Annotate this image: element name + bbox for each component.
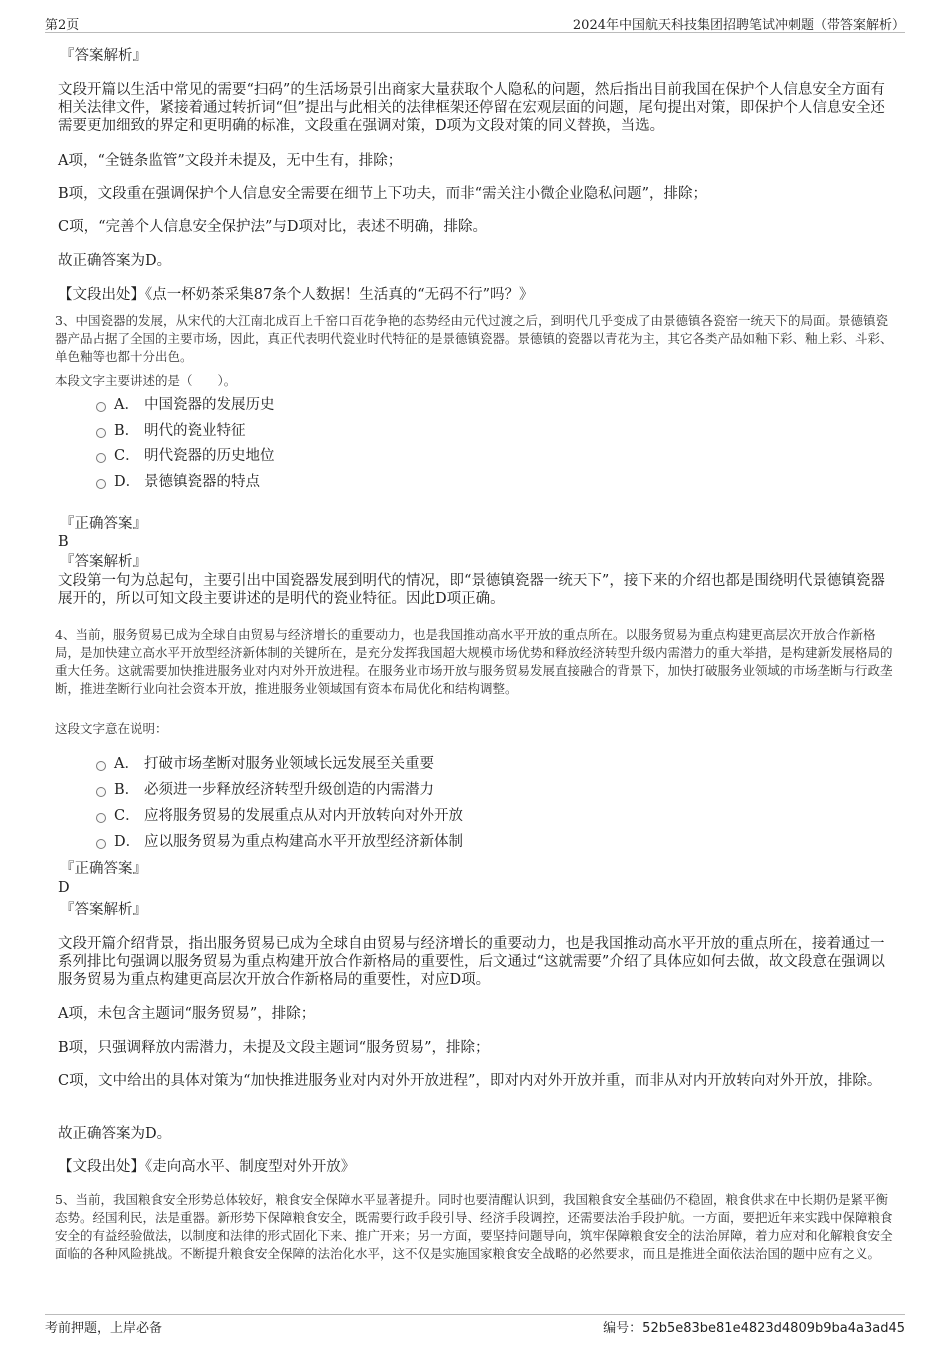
q2-explanation-paragraph: 文段开篇以生活中常见的需要“扫码”的生活场景引出商家大量获取个人隐私的问题，然后指出目前我国在保护个人信息安全方面有相关法律文件，紧接着通过转折词“但”提出与此相关的法律框架还停留在宏观层面的问题，尾句提出对策，即保护个人信息安全还需要更加细致的界定和更明确的标准，文段重在强调对策，D项为文段对策的同义替换，当选。 [58, 82, 885, 134]
radio-icon[interactable] [96, 787, 106, 797]
option-text: 打破市场垄断对服务业领域长远发展至关重要 [144, 756, 434, 772]
q4-explanation-paragraph: 文段开篇介绍背景，指出服务贸易已成为全球自由贸易与经济增长的重要动力，也是我国推动高水平开放的重点所在，接着通过一系列排比句强调以服务贸易为重点构建开放合作新格局的重要性，后文通过“这就需要”介绍了具体应如何去做，故文段意在强调以服务贸易为重点构建更高层次开放合作新格局的重要性，对应D项。 [58, 936, 885, 988]
q3-option-c[interactable] [96, 447, 275, 465]
q4-answer: D [58, 880, 70, 896]
q4-option-c[interactable] [96, 807, 463, 825]
option-letter: D． [114, 474, 141, 490]
radio-icon[interactable] [96, 479, 106, 489]
option-text: 景德镇瓷器的特点 [144, 474, 260, 490]
q4-explanation-option-a: A项，未包含主题词“服务贸易”，排除； [58, 1006, 316, 1022]
document-title: 2024年中国航天科技集团招聘笔试冲刺题（带答案解析） [572, 18, 905, 33]
q3-question: 本段文字主要讲述的是（ ）。 [55, 373, 237, 388]
q3-explanation: 文段第一句为总起句，主要引出中国瓷器发展到明代的情况，即“景德镇瓷器一统天下”，接下来的介绍也都是围绕明代景德镇瓷器展开的，所以可知文段主要讲述的是明代的瓷业特征。因此D项正确。 [58, 573, 885, 607]
q4-explanation-option-b: B项，只强调释放内需潜力，未提及文段主题词“服务贸易”，排除； [58, 1040, 490, 1056]
footer-slogan: 考前押题，上岸必备 [45, 1321, 163, 1336]
option-text: 中国瓷器的发展历史 [144, 397, 275, 413]
option-text: 应以服务贸易为重点构建高水平开放型经济新体制 [144, 834, 463, 850]
q4-stem: 4、当前，服务贸易已成为全球自由贸易与经济增长的重要动力，也是我国推动高水平开放的重点所在。以服务贸易为重点构建更高层次开放合作新格局，是加快建立高水平开放型经济新体制的关键所在，是充分发挥我国超大规模市场优势和释放经济转型升级内需潜力的重大举措，是构建新发展格局的重大任务。这就需要加快推进服务业对内对外开放进程。在服务业市场开放与服务贸易发展直接融合的背景下，加快打破服务业领域的市场垄断与行政垄断，推进垄断行业向社会资本开放，推进服务业领域国有资本布局优化和结构调整。 [55, 627, 893, 696]
q4-explanation-option-c: C项，文中给出的具体对策为“加快推进服务业对内对外开放进程”，即对内对外开放并重，而非从对内开放转向对外开放，排除。 [58, 1073, 882, 1089]
q4-answer-label: 『正确答案』 [60, 861, 147, 877]
radio-icon[interactable] [96, 402, 106, 412]
q4-question: 这段文字意在说明： [55, 721, 168, 736]
radio-icon[interactable] [96, 453, 106, 463]
q4-final-answer: 故正确答案为D。 [58, 1126, 172, 1142]
q2-explanation-label: 『答案解析』 [60, 48, 147, 64]
q2-explanation-option-c: C项，“完善个人信息安全保护法”与D项对比，表述不明确，排除。 [58, 219, 488, 235]
q3-option-b[interactable] [96, 422, 246, 440]
radio-icon[interactable] [96, 761, 106, 771]
radio-icon[interactable] [96, 839, 106, 849]
option-text: 明代的瓷业特征 [144, 423, 246, 439]
q2-final-answer: 故正确答案为D。 [58, 253, 172, 269]
q4-option-d[interactable] [96, 833, 463, 851]
q5-stem: 5、当前，我国粮食安全形势总体较好，粮食安全保障水平显著提升。同时也要清醒认识到，我国粮食安全基础仍不稳固，粮食供求在中长期仍是紧平衡态势。经国利民，法是重器。新形势下保障粮食安全，既需要行政手段引导、经济手段调控，还需要法治手段护航。一方面，要把近年来实践中保障粮食安全的有益经验做法，以制度和法律的形式固化下来、推广开来；另一方面，要坚持问题导向，筑牢保障粮食安全的法治屏障，着力应对和化解粮食安全面临的各种风险挑战。不断提升粮食安全保障的法治化水平，这不仅是实施国家粮食安全战略的必然要求，而且是推进全面依法治国的题中应有之义。 [55, 1192, 893, 1261]
page-footer [45, 1314, 905, 1334]
q3-option-a[interactable] [96, 396, 275, 414]
q3-answer-label: 『正确答案』 [60, 516, 147, 532]
page-number: 第2页 [45, 18, 80, 33]
option-letter: D． [114, 834, 141, 850]
q4-option-a[interactable] [96, 755, 434, 773]
option-letter: A． [114, 756, 139, 772]
q3-explanation-label: 『答案解析』 [60, 554, 147, 570]
option-letter: A． [114, 397, 139, 413]
q3-option-d[interactable] [96, 473, 260, 491]
q3-stem: 3、中国瓷器的发展，从宋代的大江南北成百上千窑口百花争艳的态势经由元代过渡之后，到明代几乎变成了由景德镇各瓷窑一统天下的局面。景德镇瓷器产品占据了全国的主要市场，因此，真正代表明代瓷业时代特征的是景德镇瓷器。景德镇的瓷器以青花为主，其它各类产品如釉下彩、釉上彩、斗彩、单色釉等也都十分出色。 [55, 313, 893, 364]
q4-option-b[interactable] [96, 781, 434, 799]
radio-icon[interactable] [96, 813, 106, 823]
option-letter: B． [114, 782, 140, 798]
option-letter: B． [114, 423, 140, 439]
option-text: 必须进一步释放经济转型升级创造的内需潜力 [144, 782, 434, 798]
option-text: 应将服务贸易的发展重点从对内开放转向对外开放 [144, 808, 463, 824]
q2-source: 【文段出处】《点一杯奶茶采集87条个人数据！生活真的“无码不行”吗？》 [58, 287, 534, 303]
option-letter: C． [114, 448, 140, 464]
q2-explanation-option-a: A项，“全链条监管”文段并未提及，无中生有，排除； [58, 153, 403, 169]
radio-icon[interactable] [96, 428, 106, 438]
q4-explanation-label: 『答案解析』 [60, 902, 147, 918]
document-code: 编号：52b5e83be81e4823d4809b9ba4a3ad45 [603, 1321, 905, 1336]
q2-explanation-option-b: B项，文段重在强调保护个人信息安全需要在细节上下功夫，而非“需关注小微企业隐私问题”，排除； [58, 186, 707, 202]
option-text: 明代瓷器的历史地位 [144, 448, 275, 464]
q3-answer: B [58, 534, 69, 550]
option-letter: C． [114, 808, 140, 824]
q4-source: 【文段出处】《走向高水平、制度型对外开放》 [58, 1159, 356, 1175]
